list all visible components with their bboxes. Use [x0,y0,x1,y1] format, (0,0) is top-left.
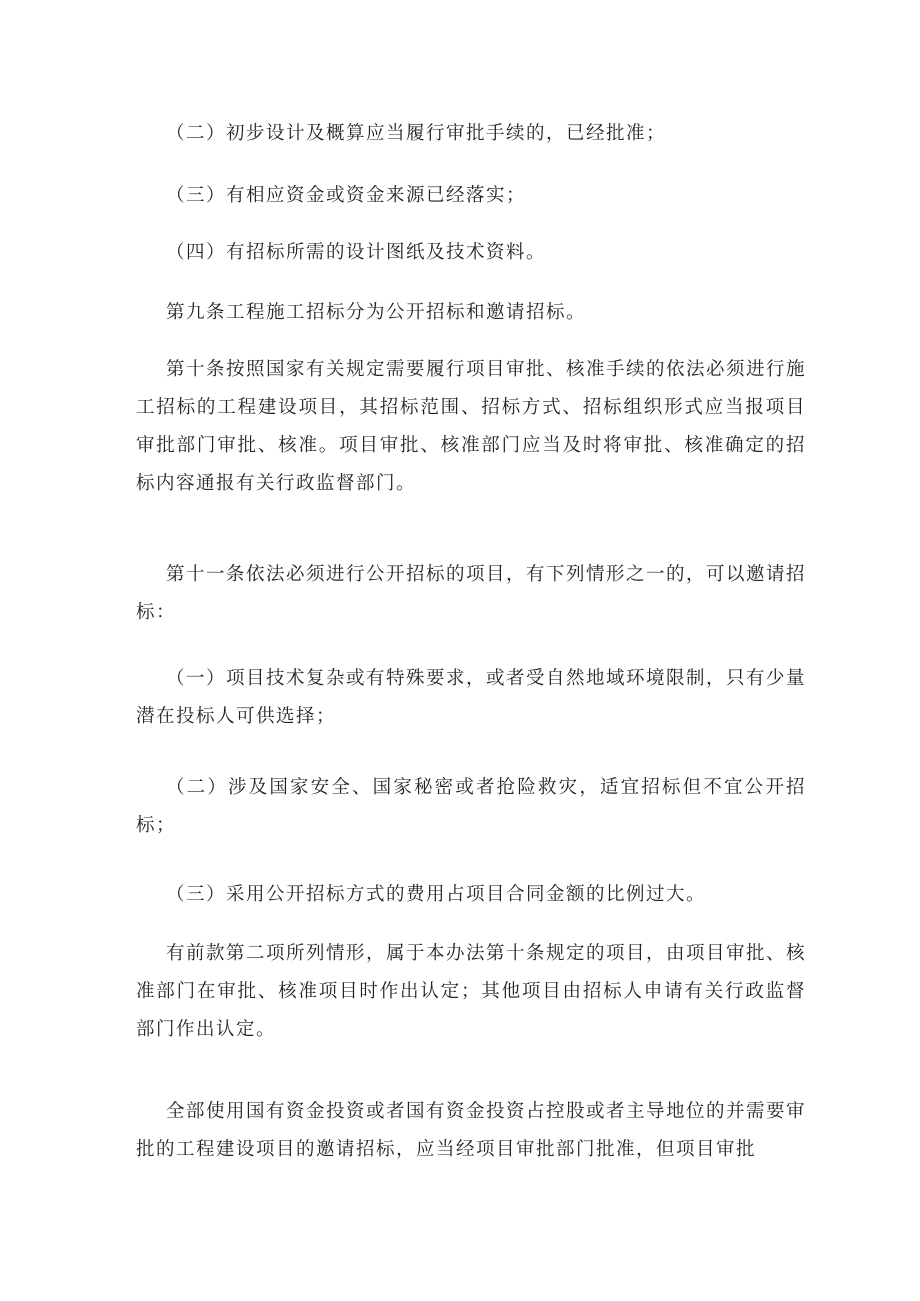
article-11: 第十一条依法必须进行公开招标的项目，有下列情形之一的，可以邀请招标： [136,564,807,623]
paragraph-state-funds: 全部使用国有资金投资或者国有资金投资占控股或者主导地位的并需要审批的工程建设项目的邀请招标，应当经项目审批部门批准，但项目审批 [136,1101,807,1160]
article-9: 第九条工程施工招标分为公开招标和邀请招标。 [166,302,587,323]
article-10: 第十条按照国家有关规定需要履行项目审批、核准手续的依法必须进行施工招标的工程建设项目，其招标范围、招标方式、招标组织形式应当报项目审批部门审批、核准。项目审批、核准部门应当及时将审批、核准确定的招标内容通报有关行政监督部门。 [136,359,807,494]
item-2-national-security: （二）涉及国家安全、国家秘密或者抢险救灾，适宜招标但不宜公开招标； [136,777,806,836]
paragraph-3-funding-source: （三）有相应资金或资金来源已经落实； [166,185,527,206]
paragraph-determination: 有前款第二项所列情形，属于本办法第十条规定的项目，由项目审批、核准部门在审批、核准项目时作出认定；其他项目由招标人申请有关行政监督部门作出认定。 [136,943,807,1040]
paragraph-4-drawings: （四）有招标所需的设计图纸及技术资料。 [166,242,547,263]
item-3-cost-ratio: （三）采用公开招标方式的费用占项目合同金额的比例过大。 [166,884,707,905]
item-1-technical-complexity: （一）项目技术复杂或有特殊要求，或者受自然地域环境限制，只有少量潜在投标人可供选择； [136,668,807,727]
paragraph-2-preliminary-design: （二）初步设计及概算应当履行审批手续的，已经批准； [166,123,667,144]
